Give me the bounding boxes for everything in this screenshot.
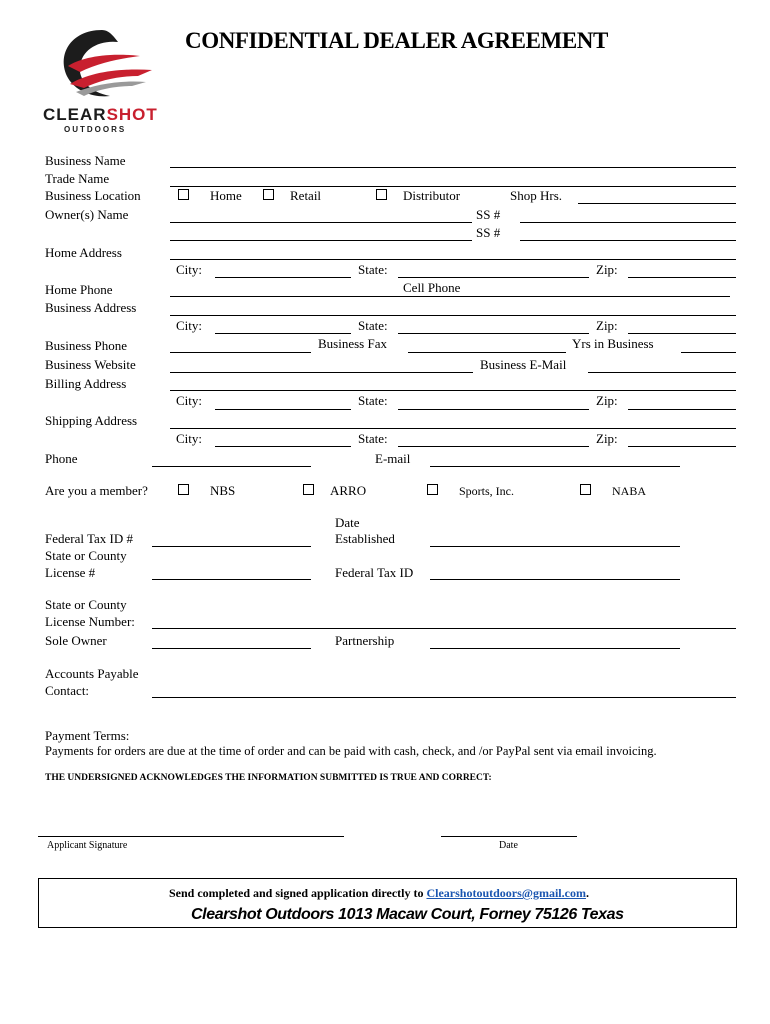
federal-tax-id-num-label: Federal Tax ID # [45,531,134,546]
owner-2-name-field[interactable] [170,240,472,241]
submission-box [38,878,737,928]
home-zip-label: Zip: [596,262,618,277]
applicant-signature-label: Applicant Signature [47,840,128,851]
billing-zip-field[interactable] [628,409,736,410]
sports-inc-label: Sports, Inc. [459,484,514,498]
business-location-label: Business Location [45,188,141,203]
nbs-checkbox[interactable] [178,484,189,495]
state-county-label: State or County [45,548,127,563]
clearshot-logo [40,26,165,138]
accounts-payable-contact-field[interactable] [152,697,736,698]
send-email-link[interactable]: Clearshotoutdoors@gmail.com [426,886,586,900]
yrs-in-business-label: Yrs in Business [572,336,654,351]
logo-mark-icon [40,26,165,106]
business-city-field[interactable] [215,333,351,334]
arro-checkbox[interactable] [303,484,314,495]
phone-label: Phone [45,451,78,466]
partnership-field[interactable] [430,648,680,649]
billing-city-label: City: [176,393,203,408]
business-city-label: City: [176,318,203,333]
phone-field[interactable] [152,466,311,467]
shop-hrs-label: Shop Hrs. [510,188,563,203]
state-county-2-label: State or County [45,597,127,612]
acknowledgement-text: THE UNDERSIGNED ACKNOWLEDGES THE INFORMATION SUBMITTED IS TRUE AND CORRECT: [45,773,492,783]
payment-terms-text: Payments for orders are due at the time of order and can be paid with cash, check, and /or PayPal sent via email invoicing. [45,744,657,758]
shipping-city-label: City: [176,431,203,446]
business-phone-field[interactable] [170,352,311,353]
home-option-label: Home [210,188,242,203]
cell-phone-label: Cell Phone [403,280,461,295]
federal-tax-id-num-field[interactable] [152,546,311,547]
nbs-label: NBS [210,483,236,498]
signature-date-field[interactable] [441,836,577,837]
license-number-label: License Number: [45,614,135,629]
home-state-label: State: [358,262,388,277]
ss-field-2[interactable] [520,240,736,241]
business-zip-label: Zip: [596,318,618,333]
send-prefix-text: Send completed and signed application directly to [169,886,427,900]
signature-date-label: Date [499,840,518,851]
shop-hrs-field[interactable] [578,203,736,204]
license-num-field[interactable] [152,579,311,580]
federal-tax-id-label: Federal Tax ID [335,565,414,580]
retail-checkbox[interactable] [263,189,274,200]
owners-name-label: Owner(s) Name [45,207,129,222]
business-zip-field[interactable] [628,333,736,334]
payment-terms-title: Payment Terms: [45,728,130,743]
trade-name-label: Trade Name [45,171,110,186]
owner-1-name-field[interactable] [170,222,472,223]
ss-field-1[interactable] [520,222,736,223]
business-email-field[interactable] [588,372,736,373]
home-state-field[interactable] [398,277,589,278]
shipping-state-label: State: [358,431,388,446]
logo-wordmark [43,106,158,123]
shipping-zip-label: Zip: [596,431,618,446]
shipping-state-field[interactable] [398,446,589,447]
home-address-label: Home Address [45,245,122,260]
distributor-option-label: Distributor [403,188,461,203]
sole-owner-field[interactable] [152,648,311,649]
shipping-address-field[interactable] [170,428,736,429]
business-phone-label: Business Phone [45,338,127,353]
email-field[interactable] [430,466,680,467]
sports-inc-checkbox[interactable] [427,484,438,495]
shipping-address-label: Shipping Address [45,413,138,428]
company-address: Clearshot Outdoors 1013 Macaw Court, Forney 75126 Texas [191,906,624,923]
retail-option-label: Retail [290,188,322,203]
shipping-zip-field[interactable] [628,446,736,447]
billing-city-field[interactable] [215,409,351,410]
send-instructions [169,887,589,899]
federal-tax-id-field[interactable] [430,579,680,580]
business-email-label: Business E-Mail [480,357,567,372]
billing-address-field[interactable] [170,390,736,391]
home-checkbox[interactable] [178,189,189,200]
home-phone-label: Home Phone [45,282,113,297]
contact-label: Contact: [45,683,90,698]
license-num-label: License # [45,565,96,580]
home-cell-phone-field[interactable] [170,296,730,297]
home-zip-field[interactable] [628,277,736,278]
member-label: Are you a member? [45,483,148,498]
send-suffix-text: . [585,886,589,900]
date-label: Date [335,515,360,530]
date-established-field[interactable] [430,546,680,547]
billing-state-field[interactable] [398,409,589,410]
billing-state-label: State: [358,393,388,408]
established-label: Established [335,531,395,546]
business-name-label: Business Name [45,153,126,168]
business-name-field[interactable] [170,167,736,168]
page-title: CONFIDENTIAL DEALER AGREEMENT [185,28,608,53]
arro-label: ARRO [330,483,367,498]
billing-zip-label: Zip: [596,393,618,408]
business-state-label: State: [358,318,388,333]
trade-name-field[interactable] [170,186,736,187]
sole-owner-label: Sole Owner [45,633,107,648]
business-fax-label: Business Fax [318,336,387,351]
home-address-field[interactable] [170,259,736,260]
shipping-city-field[interactable] [215,446,351,447]
home-city-field[interactable] [215,277,351,278]
home-city-label: City: [176,262,203,277]
accounts-payable-label: Accounts Payable [45,666,139,681]
billing-address-label: Billing Address [45,376,127,391]
business-address-label: Business Address [45,300,137,315]
naba-label: NABA [612,484,647,498]
business-address-field[interactable] [170,315,736,316]
logo-shot-text: SHOT [106,105,158,124]
partnership-label: Partnership [335,633,395,648]
business-fax-field[interactable] [408,352,566,353]
license-number-field[interactable] [152,628,736,629]
logo-subtitle: OUTDOORS [64,125,127,134]
distributor-checkbox[interactable] [376,189,387,200]
email-label: E-mail [375,451,411,466]
naba-checkbox[interactable] [580,484,591,495]
logo-clear-text: CLEAR [43,105,107,124]
yrs-in-business-field[interactable] [681,352,736,353]
applicant-signature-field[interactable] [38,836,344,837]
ss-label-2: SS # [476,225,501,240]
business-website-label: Business Website [45,357,136,372]
business-state-field[interactable] [398,333,589,334]
business-website-field[interactable] [170,372,473,373]
ss-label-1: SS # [476,207,501,222]
